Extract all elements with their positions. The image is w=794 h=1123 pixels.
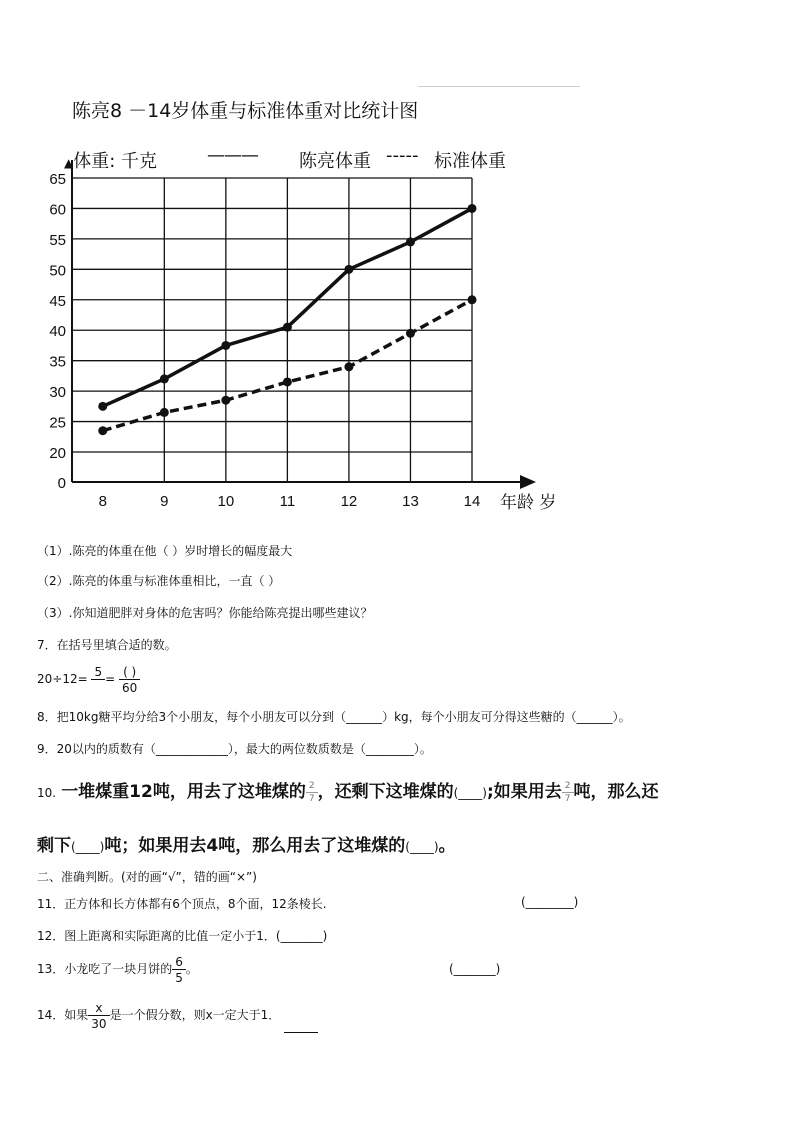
chart-title: 陈亮8 －14岁体重与标准体重对比统计图 bbox=[72, 100, 419, 122]
x-tick-label-14: 14 bbox=[463, 493, 481, 510]
chart-labels bbox=[49, 171, 480, 510]
question-7: 7．在括号里填合适的数。 bbox=[37, 638, 177, 652]
question-12: 12．图上距离和实际距离的比值一定小于1．(_______) bbox=[37, 929, 328, 943]
question-13-answer-blank: (_______) bbox=[449, 962, 501, 976]
legend-dashed-label: 标准体重 bbox=[434, 151, 506, 172]
y-tick-label-25: 25 bbox=[49, 414, 66, 432]
fraction-2-over-7-tons: $\frac{2}{7}$ bbox=[562, 782, 574, 804]
question-10-line-1: 10. 一堆煤重12吨，用去了这堆煤的 $\frac{2}{7}$ ，还剩下这堆煤的(____);如果用去 $\frac{2}{7}$ 吨，那么还 bbox=[37, 780, 659, 804]
data-point-standard-9 bbox=[160, 408, 169, 417]
question-14-answer-blank bbox=[284, 998, 318, 1033]
question-13: 13．小龙吃了一块月饼的 $\frac{6}{5}$ 。 bbox=[37, 954, 198, 985]
fraction-6-over-5: $\frac{6}{5}$ bbox=[172, 956, 186, 984]
legend-solid-mark: ——— bbox=[207, 145, 258, 166]
y-axis-arrow-icon: ▲ bbox=[64, 156, 74, 170]
line-chart bbox=[0, 0, 794, 530]
fraction-x-over-30: $\frac{x}{30}$ bbox=[88, 1002, 109, 1030]
data-point-standard-12 bbox=[344, 362, 353, 371]
question-8: 8．把10kg糖平均分给3个小朋友，每个小朋友可以分到（______）kg，每个小朋友可分得这些糖的（______）。 bbox=[37, 710, 631, 724]
x-axis-title: 年龄 岁 bbox=[500, 493, 557, 513]
legend-solid-label: 陈亮体重 bbox=[299, 151, 371, 172]
x-tick-label-10: 10 bbox=[217, 493, 235, 510]
data-point-actual-10 bbox=[221, 341, 230, 350]
y-tick-label-45: 45 bbox=[49, 292, 66, 310]
x-tick-label-8: 8 bbox=[98, 493, 107, 510]
y-tick-label-35: 35 bbox=[49, 353, 66, 371]
data-point-actual-14 bbox=[468, 204, 477, 213]
question-14: 14．如果 $\frac{x}{30}$ 是一个假分数，则x一定大于1． bbox=[37, 998, 318, 1033]
y-tick-label-20: 20 bbox=[49, 445, 66, 462]
y-axis-title: ▲体重: 千克 bbox=[64, 151, 158, 172]
question-7-equation: 20÷12= 5 = $\frac{( )}{60}$ bbox=[37, 660, 140, 698]
y-tick-label-40: 40 bbox=[49, 323, 66, 341]
question-1-sub-3: （3）.你知道肥胖对身体的危害吗？你能给陈亮提出哪些建议？ bbox=[37, 606, 373, 620]
x-axis-arrow-icon bbox=[520, 475, 536, 489]
x-tick-label-12: 12 bbox=[340, 493, 358, 510]
data-point-standard-14 bbox=[468, 295, 477, 304]
y-tick-label-50: 50 bbox=[49, 262, 66, 280]
data-point-actual-8 bbox=[98, 402, 107, 411]
data-point-actual-11 bbox=[283, 323, 292, 332]
data-point-standard-13 bbox=[406, 329, 415, 338]
data-point-standard-11 bbox=[283, 377, 292, 386]
data-point-actual-9 bbox=[160, 374, 169, 383]
question-11: 11．正方体和长方体都有6个顶点，8个面，12条棱长. bbox=[37, 897, 327, 911]
x-tick-label-9: 9 bbox=[160, 493, 169, 510]
legend-dashed-mark: ----- bbox=[386, 145, 419, 166]
question-11-answer-blank: (________) bbox=[521, 895, 579, 909]
y-tick-label-60: 60 bbox=[49, 201, 66, 219]
y-tick-label-65: 65 bbox=[49, 171, 66, 188]
question-9: 9．20以内的质数有（____________），最大的两位数质数是（________）。 bbox=[37, 742, 432, 756]
x-tick-label-13: 13 bbox=[402, 493, 419, 510]
question-1-sub-2: （2）.陈亮的体重与标准体重相比，一直（ ） bbox=[37, 574, 281, 588]
data-point-standard-10 bbox=[221, 396, 230, 405]
y-tick-label-0: 0 bbox=[57, 475, 66, 492]
question-1-sub-1: （1）.陈亮的体重在他（ ）岁时增长的幅度最大 bbox=[37, 544, 293, 558]
data-point-actual-12 bbox=[344, 265, 353, 274]
data-point-actual-13 bbox=[406, 237, 415, 246]
fraction-5-over-12: 5 bbox=[91, 666, 105, 694]
y-tick-label-30: 30 bbox=[49, 384, 66, 402]
section-2-heading: 二、准确判断。(对的画“√”，错的画“×”) bbox=[37, 870, 257, 884]
fraction-2-over-7: $\frac{2}{7}$ bbox=[306, 782, 318, 804]
chart-axes bbox=[72, 160, 536, 489]
fraction-blank-over-60: $\frac{( )}{60}$ bbox=[119, 666, 140, 694]
question-10-line-2: 剩下(____)吨；如果用去4吨，那么用去了这堆煤的(____)。 bbox=[37, 836, 456, 856]
y-tick-label-55: 55 bbox=[49, 231, 66, 249]
data-point-standard-8 bbox=[98, 426, 107, 435]
x-tick-label-11: 11 bbox=[279, 493, 296, 510]
